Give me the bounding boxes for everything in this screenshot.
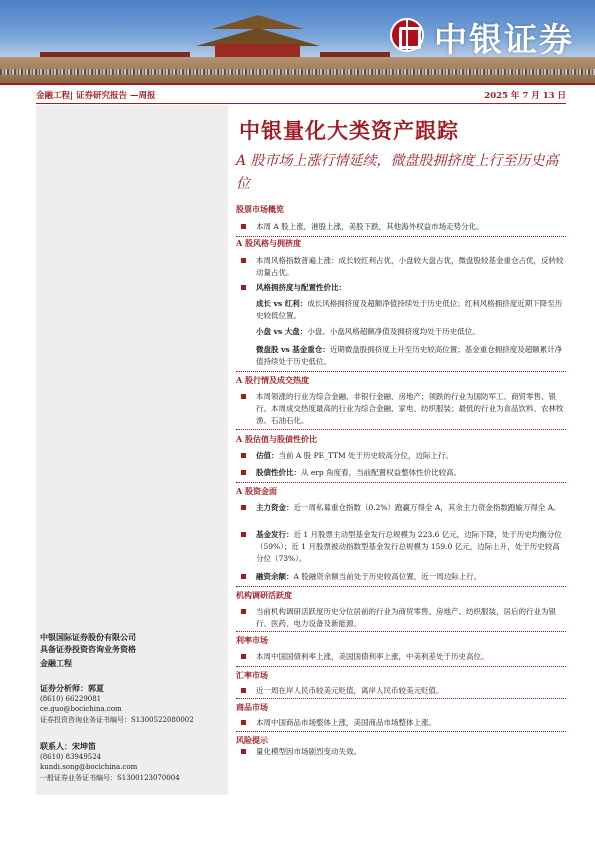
section-title: 风险提示 [236,735,268,745]
list-item: 近一周在岸人民币较美元贬值，离岸人民币较美元贬值。 [236,685,566,697]
list-item: 本周中国商品市场整体上涨，美国商品市场整体上涨。 [236,717,566,729]
analyst-info [40,683,194,783]
sidebar [36,105,228,795]
divider [236,731,566,732]
list-item: 主力资金：近一周私募重仓指数（0.2%）跑赢万得全 A，其余主力资金指数跑输万得全 A。 [236,502,566,514]
contact-name: 联系人：宋坤笛 [40,741,96,751]
list-item: 本周中国国债利率上涨，美国国债利率上涨，中美利差处于历史高位。 [236,651,566,663]
report-meta-bar [36,86,566,104]
sector-label: 金融工程 [40,658,72,668]
bullet-icon [241,532,246,537]
sub-item: 小盘 vs 大盘：小盘、小盘风格超额净值及拥挤度均处于历史低位。 [256,327,480,336]
bullet-icon [241,654,246,659]
bullet-icon [241,453,246,458]
section-title: 股票市场概览 [236,204,284,214]
bullet-icon [241,720,246,725]
sub-item: 成长 vs 红利：成长风格拥挤度及超额净值持续处于历史低位；红利风格拥挤度近期下降至历史较低位置。 [256,299,563,321]
list-item: 基金发行：近 1 月股票主动型基金发行总规模为 223.6 亿元，边际下降，处于历史均衡分位（59%）；近 1 月股票被动指数型基金发行总规模为 159.0 亿元，边际上升，处于历史较高分位（73%）。 [236,529,566,566]
list-item: 量化模型因市场剧烈变动失效。 [236,746,566,758]
analyst-name: 证券分析师：郭夏 [40,683,104,693]
list-item: 本周领涨的行业为综合金融、非银行金融、房地产；领跌的行业为国防军工、商贸零售、银行。本周成交热度最高的行业为综合金融、家电、纺织服装；最低的行业为食品饮料、农林牧渔、石油石化。 [236,391,566,428]
section-title: 机构调研活跃度 [236,590,292,600]
bullet-icon [241,609,246,614]
report-type: 金融工程| 证券研究报告 —周报 [36,91,156,101]
bullet-icon [241,470,246,475]
section-title: 利率市场 [236,635,268,645]
company-name: 中银国际证券股份有限公司 [40,632,136,642]
list-item: 融资余额：A 股融资余额当前处于历史较高位置，近一周边际上行。 [236,571,566,583]
divider [236,631,566,632]
analyst-phone: (8610) 66229081 [40,694,102,703]
list-item: 本周 A 股上涨，港股上涨，美股下跌，其他海外权益市场走势分化。 [236,221,566,233]
bullet-icon [241,285,246,290]
bullet-icon [241,505,246,510]
report-subtitle: A 股市场上涨行情延续，微盘股拥挤度上行至历史高位 [236,153,559,192]
divider [236,482,566,483]
section-title: 商品市场 [236,702,268,712]
contact-phone: (8610) 83949524 [40,752,102,761]
palace-upper-roof [212,15,304,29]
header-divider [0,83,595,85]
section-title: A 股估值与股债性价比 [236,434,317,444]
section-title: A 股行情及成交热度 [236,375,309,385]
divider [236,236,566,237]
divider [236,586,566,587]
divider [236,698,566,699]
section-title: 汇率市场 [236,670,268,680]
bullet-icon [241,688,246,693]
list-item: 本周风格指数普遍上涨：成长较红利占优，小盘较大盘占优，微盘股较基金重仓占优，反转较动量占优。 [236,255,566,279]
list-item: 风格拥挤度与配置性价比： [236,282,566,294]
divider [236,371,566,372]
section-title: A 股资金面 [236,486,277,496]
company-qualification: 具备证券投资咨询业务资格 [40,644,136,654]
analyst-cert: 证券投资咨询业务证书编号：S1300522080002 [40,715,194,724]
bullet-icon [241,258,246,263]
bullet-icon [241,224,246,229]
divider [236,429,566,430]
list-item: 股债性价比：从 erp 角度看，当前配置权益整体性价比较高。 [236,467,566,479]
bullet-icon [241,574,246,579]
section-title: A 股风格与拥挤度 [236,238,301,248]
report-date: 2025 年 7 月 13 日 [484,91,566,101]
report-title: 中银量化大类资产跟踪 [239,118,459,143]
bullet-icon [241,749,246,754]
bank-logo-icon [390,18,424,52]
company-info [40,631,136,655]
list-item: 估值：当前 A 股 PE_TTM 处于历史较高分位，边际上行。 [236,450,566,462]
bullet-icon [241,394,246,399]
list-item: 当前机构调研活跃度历史分位居前的行业为商贸零售、房地产、纺织服装，居后的行业为银行、医药、电力设备及新能源。 [236,606,566,630]
brand-logo [380,2,595,72]
contact-cert: 一般证券业务证书编号：S1300123070004 [40,773,180,782]
logo-text: 中银证券 [434,20,574,59]
sub-item: 微盘股 vs 基金重仓：近期微盘股拥挤度上升至历史较高位置；基金重仓拥挤度及超额累计净值持续处于历史低位。 [256,345,563,367]
contact-email[interactable]: kundi.song@bocichina.com [40,763,138,771]
header-banner [0,0,595,83]
divider [236,666,566,667]
analyst-email[interactable]: ce.guo@bocichina.com [40,705,122,713]
